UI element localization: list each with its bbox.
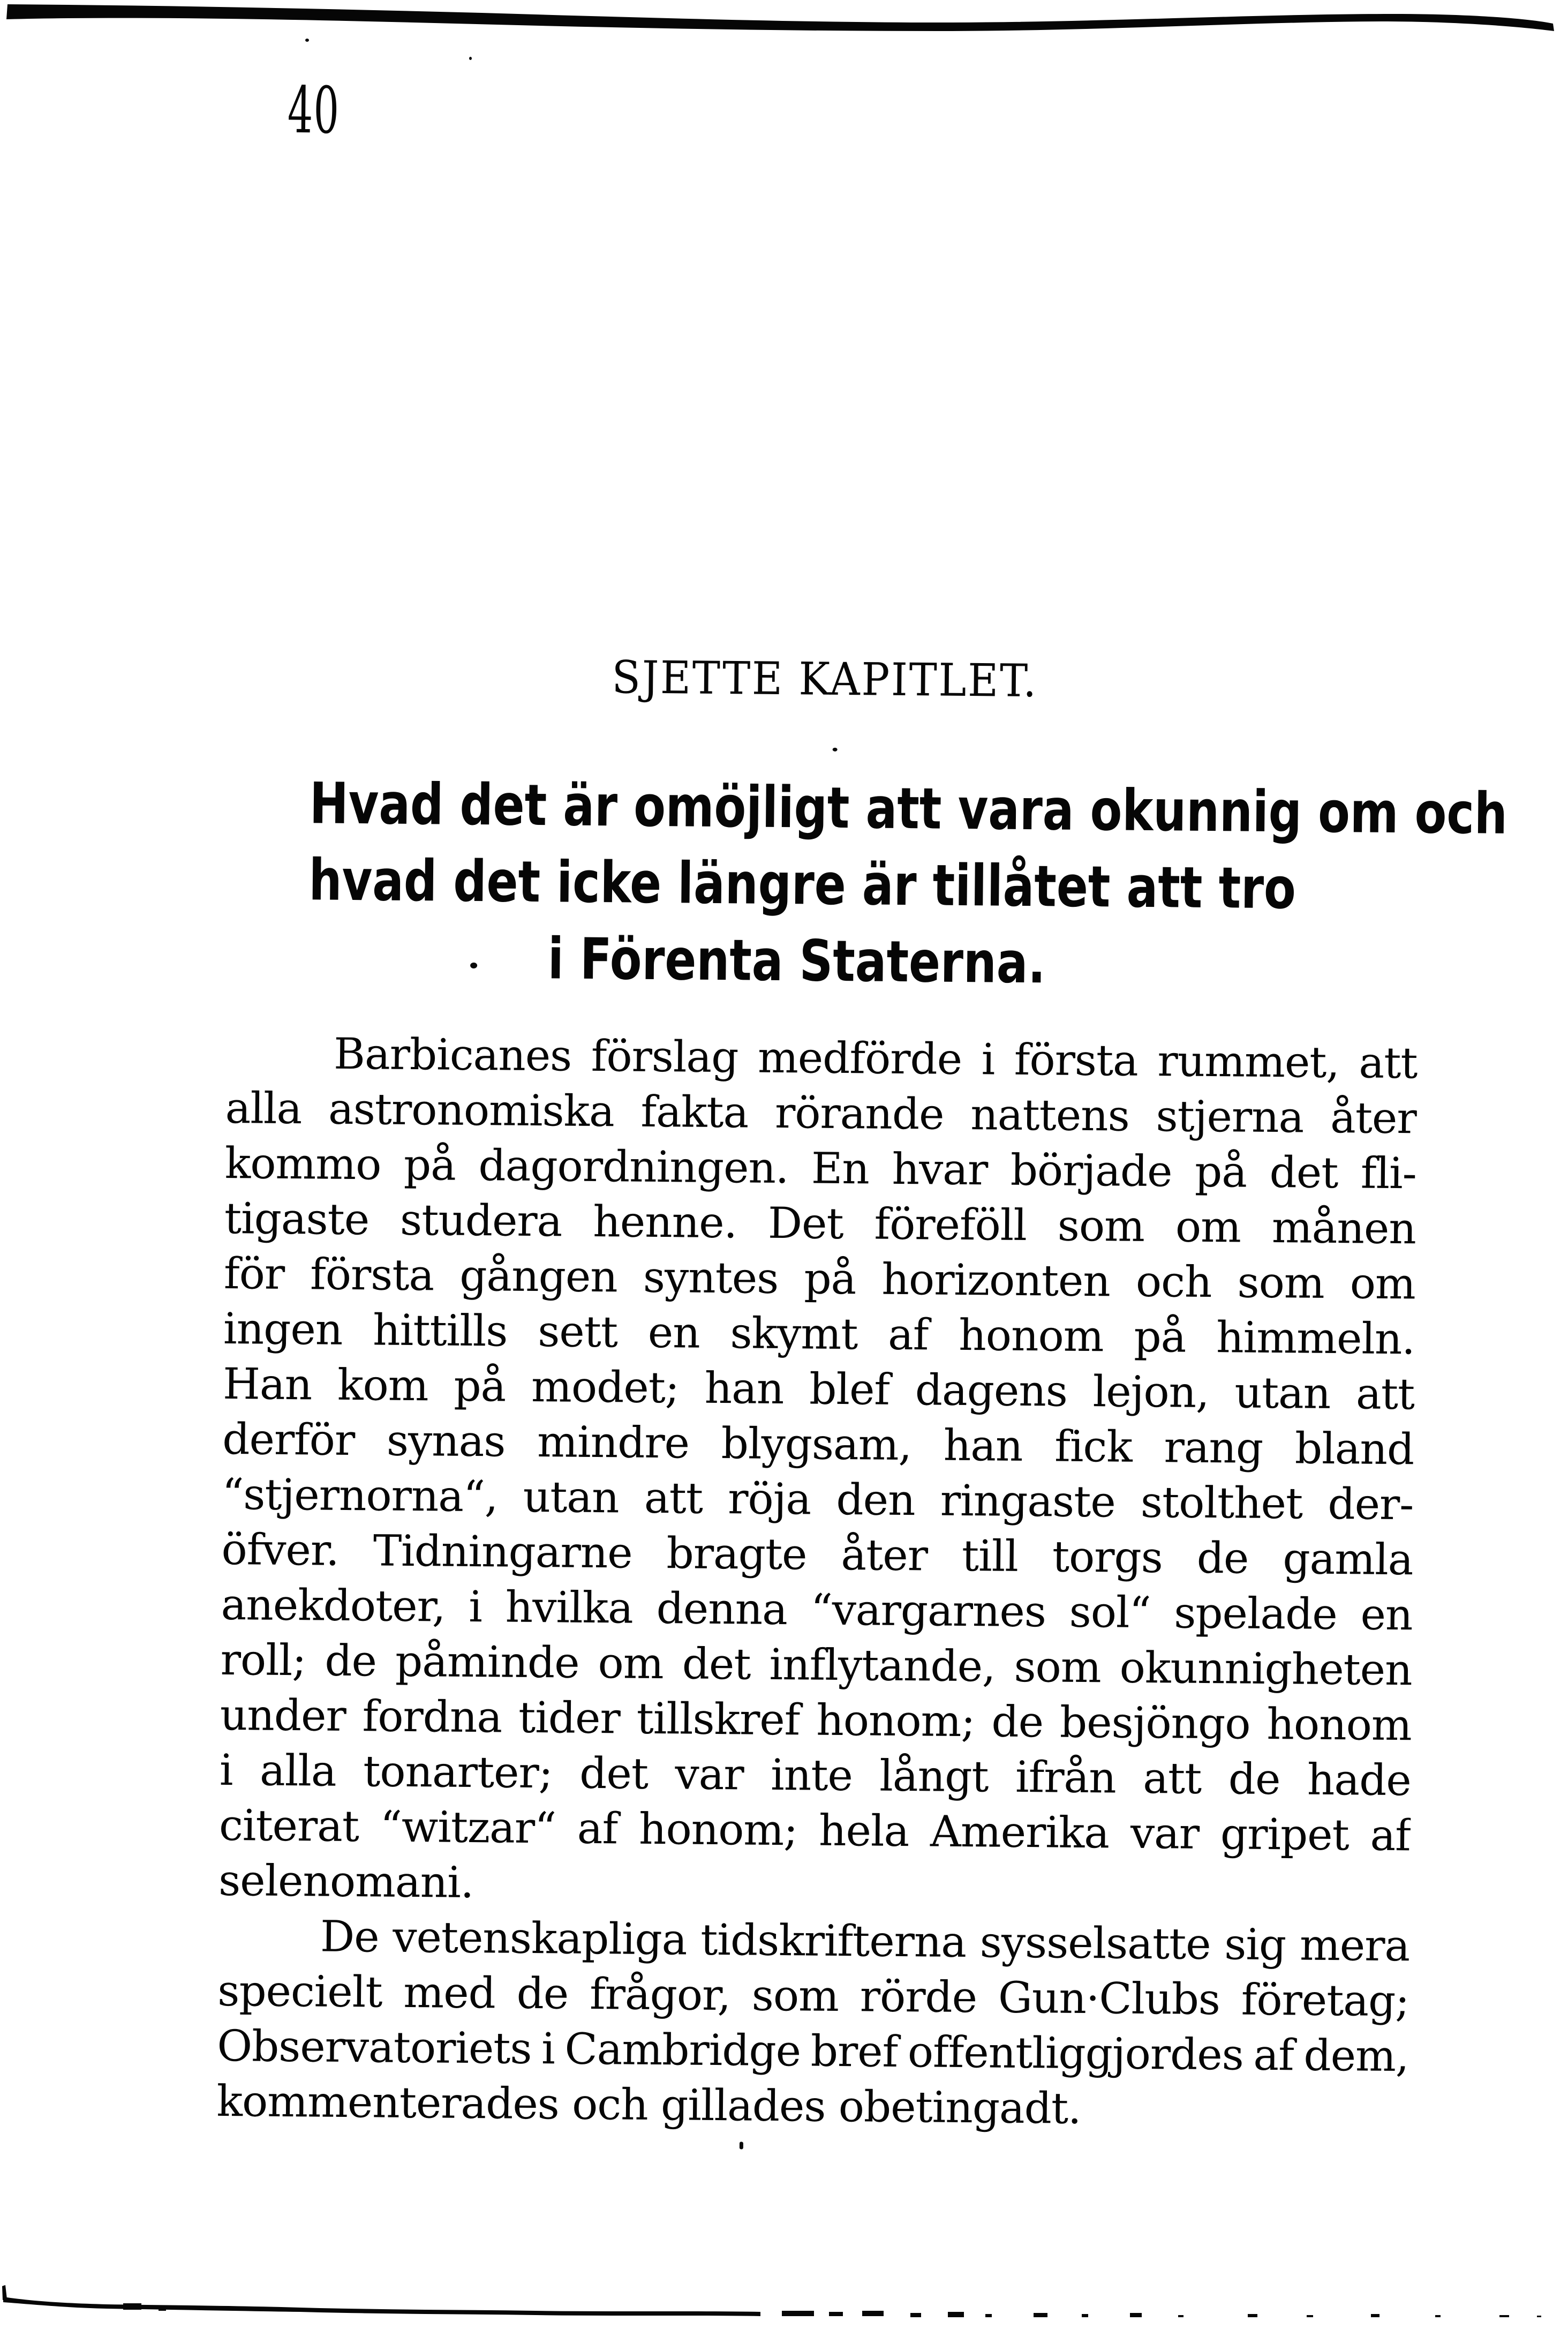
bottom-edge-artifact <box>0 2271 1568 2317</box>
body-text <box>216 1025 1418 2139</box>
body-line: anekdoter, i hvilka denna “vargarnes sol“ spelade en <box>221 1579 1413 1640</box>
body-line: alla astronomiska fakta rörande nattens stjerna åter <box>225 1083 1418 1144</box>
title-line: Hvad det är omöjligt att vara okunnig om och <box>309 770 1508 847</box>
ink-speck <box>470 963 477 968</box>
body-line: roll; de påminde om det inflytande, som okunnigheten <box>220 1634 1413 1695</box>
ink-speck <box>833 748 838 752</box>
body-line: Barbicanes förslag medförde i första rummet, att <box>225 1025 1418 1091</box>
body-line: Observatoriets i Cambridge bref offentliggjordes af dem, <box>217 2020 1409 2082</box>
body-line: för första gången syntes på horizonten och som om <box>223 1248 1416 1309</box>
ink-speck <box>740 2142 743 2149</box>
body-line: citerat “witzar“ af honom; hela Amerika var gripet af <box>218 1800 1411 1861</box>
title-line: hvad det icke längre är tillåtet att tro <box>308 847 1296 922</box>
body-line: kommenterades och gillades obetingadt. <box>216 2076 1081 2133</box>
body-line: under fordna tider tillskref honom; de besjöngo honom <box>220 1689 1412 1750</box>
paragraph-indent <box>225 1025 314 1081</box>
page-number: 40 <box>287 73 340 148</box>
chapter-heading: SJETTE KAPITLET. <box>612 651 1038 708</box>
body-line: specielt med de frågor, som rörde Gun·Clubs företag; <box>217 1965 1409 2026</box>
title-line: i Förenta Staterna. <box>547 926 1046 996</box>
body-line: selenomani. <box>218 1855 474 1908</box>
paragraph-indent <box>218 1908 307 1964</box>
body-line: De vetenskapliga tidskrifterna sysselsatte sig mera <box>218 1908 1410 1973</box>
body-line: derför synas mindre blygsam, han fick rang bland <box>222 1414 1414 1475</box>
title <box>308 765 1508 1003</box>
body-line: “stjernorna“, utan att röja den ringaste stolthet der- <box>222 1469 1414 1530</box>
body-line: ingen hittills sett en skymt af honom på himmeln. <box>223 1303 1415 1364</box>
body-line: tigaste studera henne. Det föreföll som om månen <box>224 1193 1416 1254</box>
body-line: i alla tonarter; det var inte långt ifrån att de hade <box>219 1745 1412 1806</box>
body-line: kommo på dagordningen. En hvar började på det fli- <box>224 1138 1417 1199</box>
body-line: öfver. Tidningarne bragte åter till torgs de gamla <box>221 1524 1413 1585</box>
body-line: Han kom på modet; han blef dagens lejon, utan att <box>222 1358 1415 1419</box>
